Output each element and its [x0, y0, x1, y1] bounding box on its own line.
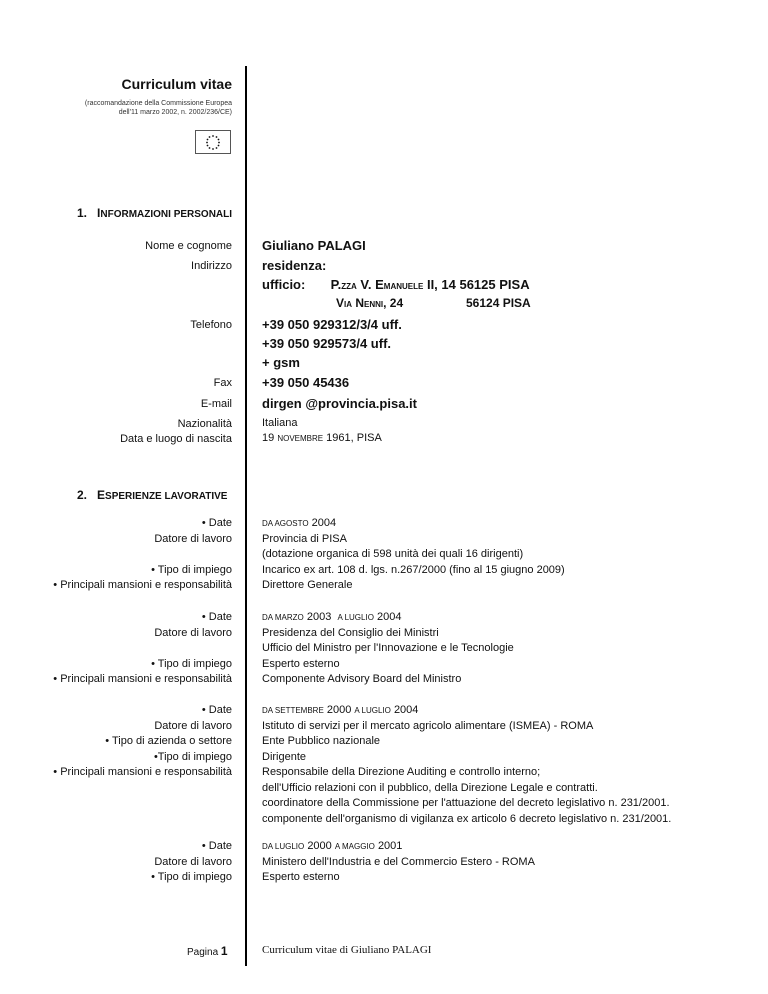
value-address-office [262, 277, 530, 292]
birth-month: NOVEMBRE [277, 434, 324, 443]
address-text: ZZA [341, 282, 357, 291]
label-employer: Datore di lavoro [154, 855, 232, 868]
exp4-values [262, 839, 535, 886]
page-number [187, 944, 228, 958]
value-address-office-2 [336, 296, 403, 310]
value-fax: +39 050 45436 [262, 375, 350, 390]
exp2-employer-1: Presidenza del Consiglio dei Ministri [262, 626, 439, 639]
exp3-duties-1: Responsabile della Direzione Auditing e controllo interno; [262, 766, 541, 778]
label-email: E-mail [200, 398, 232, 410]
page-num: 1 [220, 944, 228, 958]
section-number: 2. [77, 488, 88, 502]
label-job-type: • Tipo di impiego [151, 657, 232, 670]
value-email[interactable]: dirgen @provincia.pisa.it [262, 396, 417, 411]
date-text: A MAGGIO [334, 842, 375, 851]
date-year: 2003 [306, 611, 332, 623]
date-year: 2000 [326, 704, 352, 716]
date-text: DA AGOSTO [262, 519, 309, 528]
label-fax: Fax [213, 377, 232, 389]
exp1-date [262, 516, 565, 532]
exp3-date [262, 703, 671, 719]
exp1-duties: Direttore Generale [262, 579, 353, 591]
exp4-employer: Ministero dell'Industria e del Commercio Estero - ROMA [262, 855, 535, 868]
exp2-values [262, 610, 514, 688]
exp1-values [262, 516, 565, 594]
section-initial: I [97, 206, 101, 220]
address-text: N [352, 296, 365, 310]
eu-flag-icon [195, 130, 231, 154]
label-date: • Date [201, 704, 232, 716]
date-text: DA MARZO [262, 613, 304, 622]
exp1-employer: Provincia di PISA [262, 532, 347, 545]
address-text: ENNI [364, 300, 384, 309]
label-date: • Date [201, 517, 232, 529]
label-address: Indirizzo [191, 260, 232, 272]
exp1-labels [53, 516, 232, 594]
label-birth: Data e luogo di nascita [120, 433, 232, 445]
section-heading-personal [77, 206, 232, 220]
exp1-note: (dotazione organica di 598 unità dei quali 16 dirigenti) [262, 548, 524, 560]
date-year: 2004 [393, 704, 419, 716]
value-nationality: Italiana [262, 417, 298, 429]
exp3-duties-3: coordinatore della Commissione per l'attuazione del decreto legislativo n. 231/2001. [262, 797, 670, 809]
address-text: V. E [356, 277, 384, 292]
column-divider [245, 66, 247, 966]
label-date: • Date [201, 611, 232, 623]
label-date: • Date [201, 840, 232, 852]
cv-subtitle [85, 99, 232, 117]
value-phone-3: + gsm [262, 355, 300, 370]
exp3-duties-4: componente dell'organismo di vigilanza ex articolo 6 decreto legislativo n. 231/2001. [262, 812, 672, 825]
exp2-labels [53, 610, 232, 688]
exp4-type: Esperto esterno [262, 871, 340, 883]
exp4-labels [151, 839, 232, 886]
label-phone: Telefono [190, 319, 232, 331]
exp2-employer-2: Ufficio del Ministro per l'Innovazione e le Tecnologie [262, 642, 514, 654]
value-phone-2: +39 050 929573/4 uff. [262, 336, 392, 351]
address-text: II, 14 56125 PISA [423, 277, 530, 292]
value-phone-1: +39 050 929312/3/4 uff. [262, 317, 402, 332]
label-employer: Datore di lavoro [154, 532, 232, 545]
value-address-city: 56124 PISA [466, 296, 531, 310]
exp3-type: Dirigente [262, 750, 307, 763]
exp2-date [262, 610, 514, 626]
label-duties: • Principali mansioni e responsabilità [53, 766, 232, 778]
section-title: SPERIENZE LAVORATIVE [105, 491, 228, 502]
exp3-sector: Ente Pubblico nazionale [262, 735, 381, 747]
exp3-employer: Istituto di servizi per il mercato agricolo alimentare (ISMEA) - ROMA [262, 719, 594, 732]
exp2-duties: Componente Advisory Board del Ministro [262, 673, 462, 685]
address-text: V [336, 296, 345, 310]
exp3-duties-2: dell'Ufficio relazioni con il pubblico, della Direzione Legale e contratti. [262, 781, 598, 794]
cv-subtitle-line: (raccomandazione della Commissione Europea [84, 100, 232, 107]
exp3-labels [53, 703, 232, 781]
section-heading-experience [77, 488, 227, 502]
section-initial: E [97, 488, 106, 502]
label-nationality: Nazionalità [177, 418, 232, 430]
page-label: Pagina [187, 947, 219, 958]
cv-subtitle-line: dell'11 marzo 2002, n. 2002/236/CE) [118, 109, 232, 116]
label-job-type: •Tipo di impiego [153, 750, 232, 763]
label-name: Nome e cognome [145, 240, 232, 252]
exp1-type: Incarico ex art. 108 d. lgs. n.267/2000 (fino al 15 giugno 2009) [262, 563, 565, 576]
label-employer: Datore di lavoro [154, 719, 232, 732]
value-birth [262, 431, 382, 447]
date-year: 2004 [311, 517, 337, 529]
date-text: A LUGLIO [337, 613, 374, 622]
cv-title: Curriculum vitae [121, 76, 232, 92]
address-text: P. [330, 277, 342, 292]
date-year: 2001 [377, 840, 403, 852]
exp3-values [262, 703, 671, 827]
exp4-date [262, 839, 535, 855]
date-year: 2004 [376, 611, 402, 623]
birth-day: 19 [262, 432, 275, 444]
address-text: MANUELE [383, 282, 424, 291]
section-number: 1. [77, 206, 88, 220]
eu-stars-icon [196, 131, 230, 153]
value-name: Giuliano PALAGI [262, 238, 366, 253]
birth-year-place: 1961, PISA [326, 432, 382, 444]
value-address-residence: residenza: [262, 258, 327, 273]
section-title: NFORMAZIONI PERSONALI [100, 209, 233, 220]
label-employer: Datore di lavoro [154, 626, 232, 639]
exp2-type: Esperto esterno [262, 657, 340, 670]
date-text: A LUGLIO [354, 706, 391, 715]
label-sector: • Tipo di azienda o settore [105, 735, 232, 747]
date-year: 2000 [307, 840, 332, 852]
address-text: IA [344, 300, 353, 309]
footer-text: Curriculum vitae di Giuliano PALAGI [262, 944, 432, 956]
label-duties: • Principali mansioni e responsabilità [53, 673, 232, 685]
label-duties: • Principali mansioni e responsabilità [53, 579, 232, 591]
address-office-label: ufficio: [262, 277, 306, 292]
date-text: DA LUGLIO [262, 842, 305, 851]
label-job-type: • Tipo di impiego [151, 871, 232, 883]
address-text: , 24 [383, 296, 404, 310]
date-text: DA SETTEMBRE [262, 706, 324, 715]
label-job-type: • Tipo di impiego [151, 563, 232, 576]
